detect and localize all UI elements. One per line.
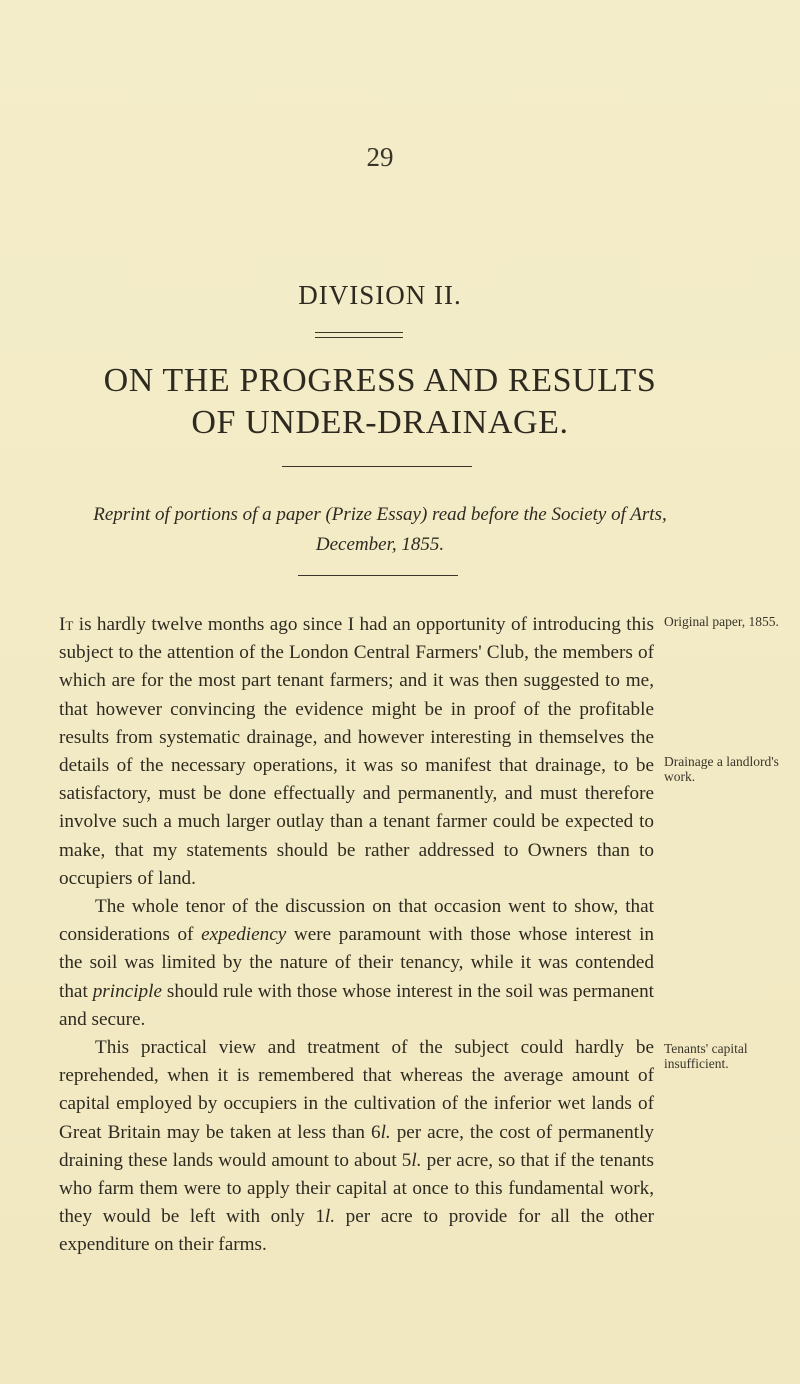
paragraph-2-text-a: The whole tenor of the discussion on that occasion went to show, that considerations of bbox=[59, 896, 654, 946]
paragraph-2-emphasis-principle: principle bbox=[92, 980, 162, 1002]
page-number: 29 bbox=[366, 142, 394, 172]
margin-note-tenants-capital: Tenants' capital insufficient. bbox=[664, 1041, 748, 1071]
paragraph-1-lead: It bbox=[59, 614, 74, 635]
paragraph-3-text-a: This practical view and treatment of the subject could hardly be reprehended, when it is remembered that whereas the average amount of capital employed by occupiers in the cultivation of the inferior wet lands of Great Britain may be taken at less than 6 bbox=[59, 1037, 654, 1143]
reprint-note-part-2: Arts, December, 1855. bbox=[315, 504, 667, 555]
paragraph-2-text-b: were paramount with those whose interest in the soil was limited by the nature of their tenancy, while it was contended that bbox=[59, 924, 654, 1002]
margin-note-landlords-work: Drainage a landlord's work. bbox=[664, 754, 779, 784]
top-rule-divider bbox=[282, 466, 472, 467]
paragraph-3 bbox=[59, 1034, 654, 1260]
reprint-note-part-1: Reprint of portions of a paper (Prize Essay) read before the Society of bbox=[93, 504, 626, 525]
paragraph-2-text-c: should rule with those whose interest in the soil was permanent and secure. bbox=[59, 980, 654, 1030]
paragraph-3-text-b: per acre, the cost of permanently draining these lands would amount to about 5 bbox=[59, 1121, 655, 1171]
chapter-title-line-1: ON THE PROGRESS AND RESULTS bbox=[103, 362, 657, 399]
paragraph-2-emphasis-expediency: expediency bbox=[201, 924, 287, 946]
division-heading: DIVISION II. bbox=[298, 280, 462, 310]
paragraph-3-text-c: per acre, so that if the tenants who farm them were to apply their capital at once to this fundamental work, they would be left with only 1 bbox=[59, 1149, 654, 1228]
bottom-rule-divider bbox=[298, 575, 458, 576]
paragraph-3-pound-3: l. bbox=[324, 1206, 336, 1228]
paragraph-3-pound-1: l. bbox=[380, 1121, 391, 1143]
paragraph-3-text-d: per acre to provide for all the other expenditure on their farms. bbox=[59, 1206, 654, 1256]
chapter-title bbox=[0, 360, 760, 444]
paragraph-1-text: is hardly twelve months ago since I had an opportunity of introducing this subject to the attention of the London Central Farmers' Club, the members of which are for the most part tenant farmers; and it was then suggested to me, that however convincing the evidence might be in proof of the profitable results from systematic drainage, and however interesting in themselves the details of the necessary operations, it was so manifest that drainage, to be satisfactory, must be done effectually and permanently, and must therefore involve such a much larger outlay than a tenant farmer could be expected to make, that my statements should be rather addressed to Owners than to occupiers of land. bbox=[59, 614, 654, 889]
reprint-note bbox=[70, 500, 690, 560]
body-text bbox=[59, 611, 654, 1260]
margin-note-original-paper: Original paper, 1855. bbox=[664, 614, 779, 629]
paragraph-1 bbox=[59, 611, 654, 893]
chapter-title-line-2: OF UNDER-DRAINAGE. bbox=[191, 404, 569, 441]
paragraph-3-pound-2: l. bbox=[411, 1149, 422, 1171]
paragraph-2 bbox=[59, 893, 654, 1034]
double-rule-divider bbox=[315, 332, 403, 338]
